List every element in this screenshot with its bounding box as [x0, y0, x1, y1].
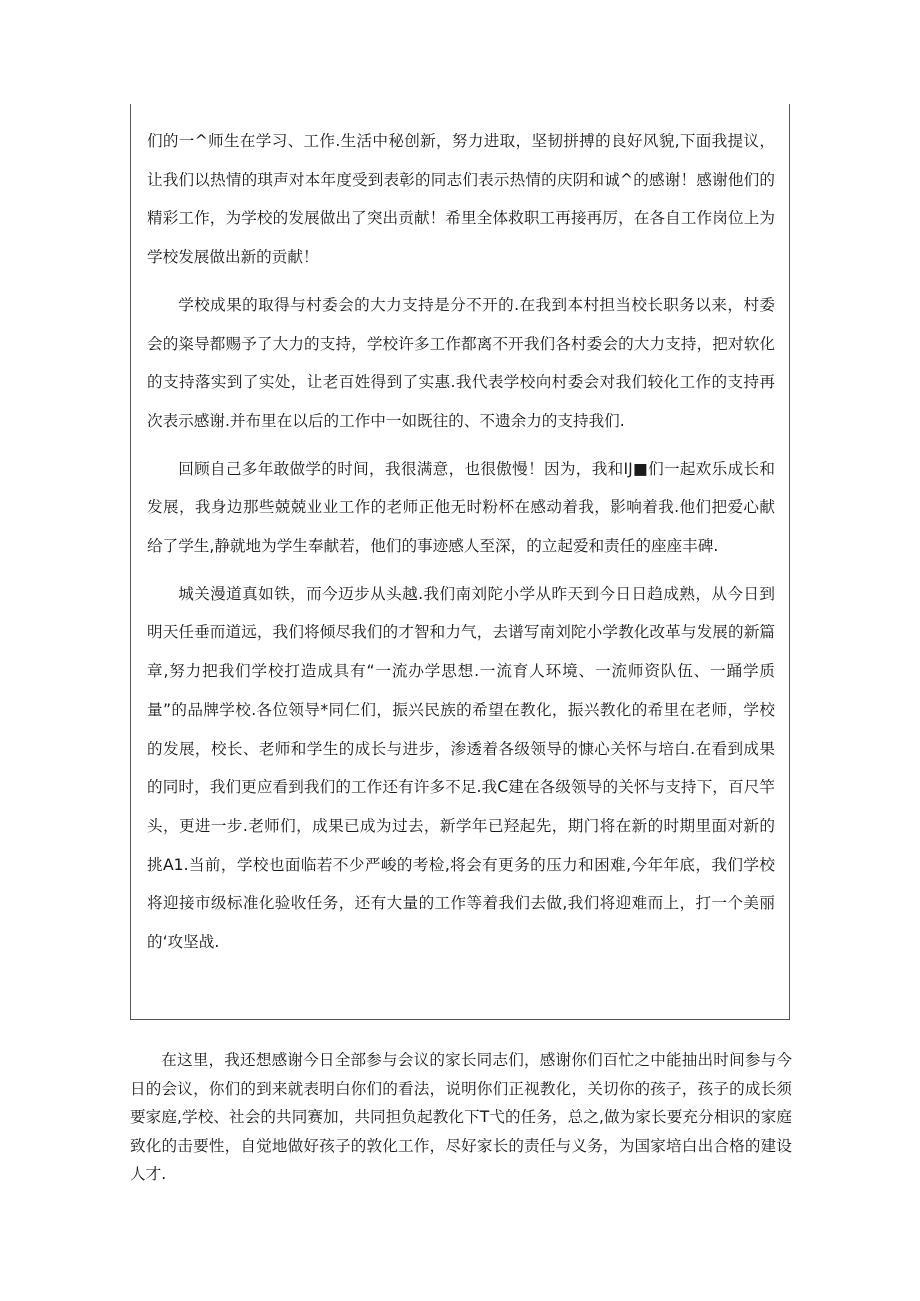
paragraph-future-goals: 城关漫道真如铁，而今迈步从头越.我们南刘陀小学从昨天到今日日趋成熟，从今日到明天任垂而道远，我们将倾尽我们的才智和力气，去谱写南刘陀小学教化改革与发展的新篇章,努力把我们学校打造成具有“一流办学思想.一流育人环境、一流师资队伍、一踊学质量”的品牌学校.各位领导*同仁们，振兴民族的希望在教化，振兴教化的希里在老师，学校的发展，校长、老师和学生的成长与进步，渗透着各级领导的慷心关怀与培白.在看到成果的同时，我们更应看到我们的工作还有许多不足.我C建在各级领导的关怀与支持下，百尺竿头，更进一步.老师们，成果已成为过去，新学年已羟起先，期门将在新的时期里面对新的挑A1.当前，学校也面临若不少严峻的考检,将会有更务的压力和困难,今年年底，我们学校将迎接市级标准化验收任务，还有大量的工作等着我们去做,我们将迎难而上，打一个美丽的‘攻坚战.	[147, 584, 775, 952]
framed-body-text	[147, 122, 775, 962]
paragraph-village-committee: 学校成果的取得与村委会的大力支持是分不开的.在我到本村担当校长职务以来，村委会的粢导都赐予了大力的支持，学校许多工作都离不开我们各村委会的大力支持，把对软化的支持落实到了实处，让老百姓得到了实惠.我代表学校向村委会对我们较化工作的支持再次表示感谢.并布里在以后的工作中一如既往的、不遗余力的支持我们.	[147, 295, 775, 430]
bordered-text-frame	[130, 104, 790, 1020]
closing-text	[130, 1046, 792, 1189]
paragraph-thanks-parents: 在这里，我还想感谢今日全部参与会议的家长同志们，感谢你们百忙之中能抽出时间参与今日的会议，你们的到来就表明白你们的看法，说明你们正视教化，关切你的孩子，孩子的成长须要家庭,学校、社会的共同赛加，共同担负起教化下T弋的任务，总之,做为家长要充分相识的家庭致化的击要性，自觉地做好孩子的敦化工作，尽好家长的责任与义务，为国家培白出合格的建设人才.	[130, 1051, 792, 1183]
paragraph-continuation: 们的一^师生在学习、工作.生活中秘创新，努力进取，坚韧拼搏的良好风貌,下面我提议，让我们以热情的琪声对本年度受到表彰的同志们表示热情的庆阴和诚^的感谢！感谢他们的精彩工作，为学校的发展做出了突出贡献！希里全体救职工再接再厉，在各自工作岗位上为学校发展做出新的贡献！	[147, 132, 775, 267]
paragraph-reflection: 回顾自己多年敢做学的时间，我很满意，也很傲慢！因为，我和IJ■们一起欢乐成长和发展，我身边那些兢兢业业工作的老师正他无时粉杯在感动着我，影响着我.他们把爱心献给了学生,静就地为学生奉献若，他们的事迹感人至深，的立起爱和责任的座座丰碑.	[147, 459, 775, 556]
